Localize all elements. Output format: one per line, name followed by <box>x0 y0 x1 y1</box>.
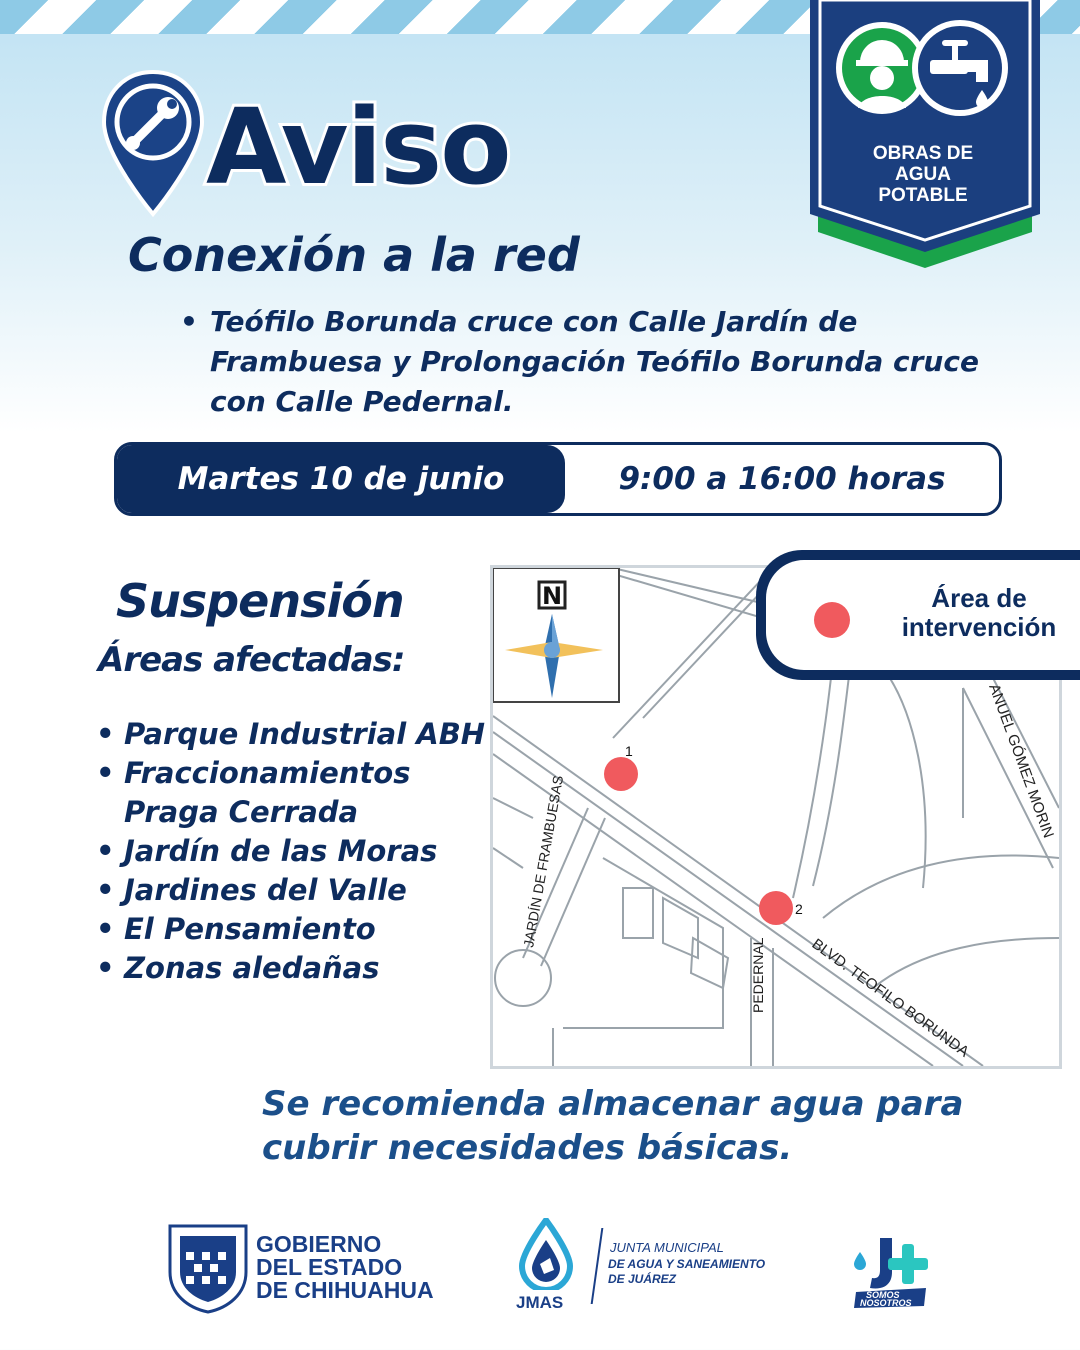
marker-label: 1 <box>625 743 633 759</box>
legend-label: Área de intervención <box>901 583 1057 642</box>
north-label: N <box>541 582 563 610</box>
schedule-date: Martes 10 de junio <box>117 445 565 513</box>
schedule-bar <box>114 442 1002 516</box>
list-item: • Jardines del Valle <box>96 871 486 910</box>
list-item: • Fraccionamientos Praga Cerrada <box>96 754 486 832</box>
page-subtitle: Conexión a la red <box>128 228 580 282</box>
schedule-hours: 9:00 a 16:00 horas <box>618 461 946 497</box>
somos-line1: SOMOS <box>866 1290 900 1300</box>
jmas-line2: DE AGUA Y SANEAMIENTO DE JUÁREZ <box>608 1257 766 1286</box>
gobierno-label: GOBIERNO DEL ESTADO DE CHIHUAHUA <box>256 1231 434 1303</box>
list-item: • Jardín de las Moras <box>96 832 486 871</box>
location-item: • Teófilo Borunda cruce con Calle Jardín de Frambuesa y Prolongación Teófilo Borunda cruce con Calle Pedernal. <box>180 302 1000 422</box>
faucet-icon <box>912 20 1008 116</box>
areas-title: Áreas afectadas: <box>98 640 405 680</box>
map-legend <box>756 550 1080 680</box>
jmas-label: JMAS <box>516 1293 564 1312</box>
areas-list <box>96 715 486 988</box>
intervention-marker <box>759 891 793 925</box>
legend-marker-icon <box>814 602 850 638</box>
wrench-pin-icon <box>100 68 206 218</box>
list-item: • Parque Industrial ABH <box>96 715 486 754</box>
obras-badge <box>810 0 1040 270</box>
street-frambuesas: JARDÍN DE FRAMBUESAS <box>520 774 567 949</box>
badge-label: OBRAS DE AGUA POTABLE <box>872 143 974 206</box>
street-pedernal: PEDERNAL <box>750 937 766 1013</box>
chihuahua-shield-logo <box>166 1222 250 1314</box>
recommendation-text: Se recomienda almacenar agua para cubrir necesidades básicas. <box>262 1084 964 1168</box>
street-borunda: BLVD. TEOFILO BORUNDA <box>808 935 972 1061</box>
jmas-line1: JUNTA MUNICIPAL <box>610 1240 724 1255</box>
list-item: • Zonas aledañas <box>96 949 486 988</box>
marker-label: 2 <box>795 901 803 917</box>
street-gomez-morin: ANUEL GÓMEZ MORIN <box>985 681 1057 841</box>
somos-line2: NOSOTROS <box>860 1298 912 1308</box>
page-title: Aviso <box>206 86 510 208</box>
location-list <box>180 302 1000 422</box>
jmas-divider <box>591 1228 604 1304</box>
water-drop-icon <box>514 1218 578 1290</box>
legend-box <box>766 560 1080 670</box>
suspension-title: Suspensión <box>116 574 404 628</box>
intervention-marker <box>604 757 638 791</box>
somos-nosotros-logo <box>852 1232 942 1310</box>
list-item: • El Pensamiento <box>96 910 486 949</box>
